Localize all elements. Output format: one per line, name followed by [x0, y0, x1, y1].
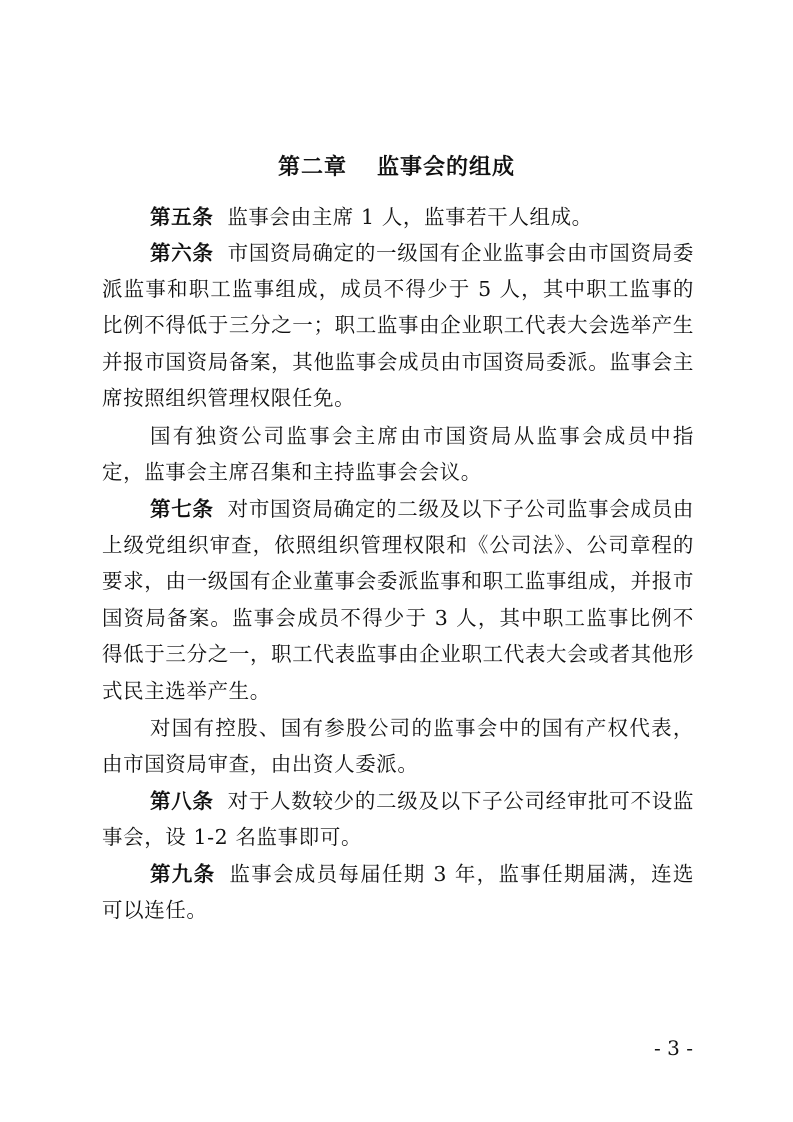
article-6-paragraph-2 — [102, 418, 694, 491]
article-8 — [102, 783, 694, 856]
article-label: 第七条 — [150, 496, 214, 521]
paragraph-text: 对国有控股、国有参股公司的监事会中的国有产权代表，由市国资局审查，由出资人委派。 — [102, 715, 694, 776]
article-text: 监事会由主席 1 人，监事若干人组成。 — [227, 204, 593, 229]
article-6 — [102, 235, 694, 417]
article-7-paragraph-2 — [102, 710, 694, 783]
chapter-title: 监事会的组成 — [377, 155, 516, 180]
article-text: 对于人数较少的二级及以下子公司经审批可不设监事会，设 1-2 名监事即可。 — [102, 788, 694, 849]
paragraph-text: 国有独资公司监事会主席由市国资局从监事会成员中指定，监事会主席召集和主持监事会会议。 — [102, 423, 694, 484]
article-9 — [102, 856, 694, 929]
article-label: 第六条 — [150, 240, 214, 265]
article-7 — [102, 491, 694, 709]
article-text: 监事会成员每届任期 3 年，监事任期届满，连选可以连任。 — [102, 861, 694, 922]
chapter-heading — [0, 150, 793, 181]
article-text: 对市国资局确定的二级及以下子公司监事会成员由上级党组织审查，依照组织管理权限和《公司法》、公司章程的要求，由一级国有企业董事会委派监事和职工监事组成，并报市国资局备案。监事会成员不得少于 3 人，其中职工监事比例不得低于三分之一，职工代表监事由企业职工代表大会或者其他形式民主选举产生。 — [102, 496, 694, 703]
chapter-number: 第二章 — [277, 155, 347, 180]
article-label: 第五条 — [150, 204, 214, 229]
article-text: 市国资局确定的一级国有企业监事会由市国资局委派监事和职工监事组成，成员不得少于 5 人，其中职工监事的比例不得低于三分之一；职工监事由企业职工代表大会选举产生并报市国资局备案，其他监事会成员由市国资局委派。监事会主席按照组织管理权限任免。 — [102, 240, 694, 411]
article-label: 第八条 — [150, 788, 214, 813]
article-label: 第九条 — [150, 861, 216, 886]
page-number: - 3 - — [654, 1036, 693, 1060]
article-5 — [102, 199, 694, 235]
